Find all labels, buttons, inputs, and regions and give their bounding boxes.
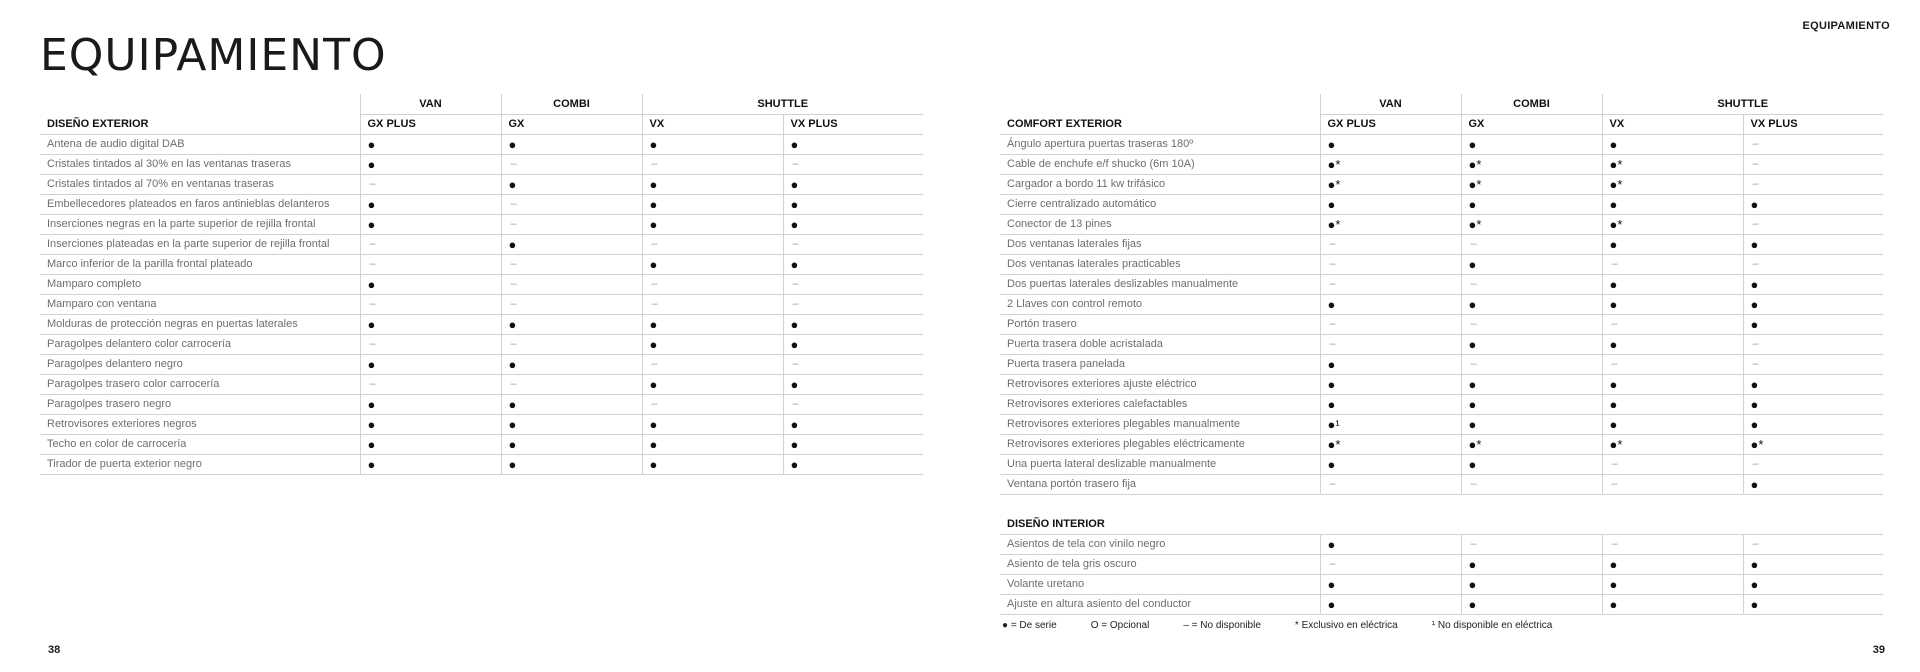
feature-label: Techo en color de carrocería: [40, 434, 360, 454]
feature-value: ●: [501, 354, 642, 374]
feature-label: Retrovisores exteriores negros: [40, 414, 360, 434]
feature-value: ●: [1320, 374, 1461, 394]
feature-value: –: [1461, 354, 1602, 374]
feature-value: ●: [1602, 574, 1743, 594]
feature-value: ●: [783, 434, 923, 454]
feature-value: –: [501, 214, 642, 234]
column-header-vx-plus: VX PLUS: [783, 114, 923, 134]
feature-value: –: [1320, 234, 1461, 254]
feature-value: –: [1743, 454, 1883, 474]
feature-value: ●: [642, 334, 783, 354]
feature-value: –: [1743, 354, 1883, 374]
feature-value: ●: [1602, 554, 1743, 574]
table-row: [40, 434, 923, 454]
feature-value: ●: [1743, 234, 1883, 254]
table-row: [40, 154, 923, 174]
table-row: [40, 354, 923, 374]
section-label: EQUIPAMIENTO: [1802, 20, 1890, 32]
feature-value: ●: [360, 414, 501, 434]
feature-label: Mamparo completo: [40, 274, 360, 294]
feature-value: ●: [1743, 274, 1883, 294]
feature-value: ●: [1602, 414, 1743, 434]
group-header-combi: COMBI: [1461, 94, 1602, 114]
feature-label: Portón trasero: [1000, 314, 1320, 334]
feature-label: Molduras de protección negras en puertas laterales: [40, 314, 360, 334]
feature-label: Paragolpes trasero negro: [40, 394, 360, 414]
group-header-shuttle: SHUTTLE: [1602, 94, 1883, 114]
feature-value: ●: [501, 394, 642, 414]
left-header-row: [40, 114, 923, 134]
feature-value: ●: [360, 454, 501, 474]
feature-value: ●: [783, 454, 923, 474]
table-row: [1000, 354, 1883, 374]
feature-value: –: [1461, 534, 1602, 554]
feature-value: ●: [1743, 394, 1883, 414]
feature-value: ●: [642, 454, 783, 474]
feature-value: –: [783, 394, 923, 414]
feature-value: ●: [1320, 394, 1461, 414]
column-header-gx-plus: GX PLUS: [360, 114, 501, 134]
feature-value: ●: [501, 234, 642, 254]
table-row: [40, 454, 923, 474]
feature-value: ●: [360, 394, 501, 414]
column-header-gx: GX: [1461, 114, 1602, 134]
feature-value: –: [1743, 214, 1883, 234]
feature-value: ●: [642, 414, 783, 434]
table-row: [40, 194, 923, 214]
feature-value: ●*: [1461, 434, 1602, 454]
feature-value: ●: [1461, 554, 1602, 574]
feature-value: ●: [1320, 194, 1461, 214]
feature-value: –: [501, 374, 642, 394]
feature-value: ●: [501, 454, 642, 474]
feature-value: ●: [1743, 294, 1883, 314]
group-header-combi: COMBI: [501, 94, 642, 114]
feature-label: Retrovisores exteriores calefactables: [1000, 394, 1320, 414]
sub-heading-empty: [1320, 514, 1461, 534]
table-row: [40, 314, 923, 334]
feature-label: Inserciones plateadas en la parte superior de rejilla frontal: [40, 234, 360, 254]
feature-value: ●: [642, 434, 783, 454]
feature-value: ●*: [1320, 154, 1461, 174]
feature-value: ●: [642, 214, 783, 234]
feature-value: ●: [783, 174, 923, 194]
feature-label: Cargador a bordo 11 kw trifásico: [1000, 174, 1320, 194]
spacer-row: [1000, 494, 1883, 514]
feature-value: ●*: [1602, 214, 1743, 234]
table-row: [40, 254, 923, 274]
feature-value: –: [783, 354, 923, 374]
feature-value: ●: [642, 194, 783, 214]
feature-value: –: [1743, 334, 1883, 354]
feature-value: –: [1602, 354, 1743, 374]
sub-heading-empty: [1743, 514, 1883, 534]
page-title: EQUIPAMIENTO: [40, 30, 387, 81]
feature-value: ●: [642, 254, 783, 274]
feature-label: Antena de audio digital DAB: [40, 134, 360, 154]
feature-value: ●: [1602, 134, 1743, 154]
table-row: [1000, 374, 1883, 394]
feature-value: –: [1320, 474, 1461, 494]
feature-label: Cristales tintados al 30% en las ventanas traseras: [40, 154, 360, 174]
feature-value: –: [1743, 254, 1883, 274]
column-header-vx: VX: [642, 114, 783, 134]
feature-value: ●: [1320, 454, 1461, 474]
feature-label: Embellecedores plateados en faros antinieblas delanteros: [40, 194, 360, 214]
feature-value: ●: [783, 214, 923, 234]
group-header-row: [40, 94, 923, 114]
feature-value: ●: [360, 354, 501, 374]
table-row: [1000, 334, 1883, 354]
table-row: [40, 234, 923, 254]
feature-value: –: [1743, 134, 1883, 154]
feature-value: –: [783, 274, 923, 294]
spacer-cell: [1000, 494, 1883, 514]
feature-value: –: [1461, 234, 1602, 254]
feature-value: ●: [1602, 374, 1743, 394]
feature-value: –: [1743, 174, 1883, 194]
section-heading: DISEÑO EXTERIOR: [40, 114, 360, 134]
feature-value: ●: [360, 154, 501, 174]
group-header-shuttle: SHUTTLE: [642, 94, 923, 114]
feature-value: ●*: [1743, 434, 1883, 454]
feature-value: ●: [1602, 334, 1743, 354]
feature-label: Cristales tintados al 70% en ventanas traseras: [40, 174, 360, 194]
feature-label: Retrovisores exteriores plegables manualmente: [1000, 414, 1320, 434]
sub-heading-empty: [1602, 514, 1743, 534]
feature-value: ●: [360, 314, 501, 334]
feature-value: ●*: [1461, 174, 1602, 194]
feature-value: –: [1602, 254, 1743, 274]
feature-value: ●: [1461, 334, 1602, 354]
feature-value: ●: [783, 134, 923, 154]
feature-value: –: [1320, 334, 1461, 354]
feature-value: ●: [1602, 294, 1743, 314]
feature-value: ●: [1461, 594, 1602, 614]
feature-value: ●: [1461, 134, 1602, 154]
feature-value: –: [642, 274, 783, 294]
feature-value: ●: [501, 434, 642, 454]
table-row: [1000, 134, 1883, 154]
table-row: [1000, 474, 1883, 494]
feature-value: ●*: [1320, 214, 1461, 234]
feature-label: Puerta trasera doble acristalada: [1000, 334, 1320, 354]
feature-value: ●: [1743, 474, 1883, 494]
table-row: [1000, 574, 1883, 594]
table-row: [40, 414, 923, 434]
feature-value: ●: [501, 134, 642, 154]
feature-value: –: [783, 154, 923, 174]
table-row: [1000, 154, 1883, 174]
feature-value: ●: [1461, 454, 1602, 474]
feature-value: ●: [1461, 394, 1602, 414]
feature-label: Retrovisores exteriores ajuste eléctrico: [1000, 374, 1320, 394]
group-header-van: VAN: [360, 94, 501, 114]
feature-value: ●: [1743, 374, 1883, 394]
feature-value: –: [360, 234, 501, 254]
feature-value: ●*: [1461, 154, 1602, 174]
table-row: [40, 334, 923, 354]
feature-value: ●: [642, 314, 783, 334]
legend-item: O = Opcional: [1090, 620, 1150, 631]
feature-value: ●: [783, 194, 923, 214]
feature-value: –: [1320, 554, 1461, 574]
table-row: [1000, 594, 1883, 614]
feature-value: –: [360, 374, 501, 394]
feature-value: ●: [783, 414, 923, 434]
feature-value: ●: [1602, 234, 1743, 254]
sub-section-heading: DISEÑO INTERIOR: [1000, 514, 1320, 534]
feature-value: ●: [1743, 554, 1883, 574]
feature-value: ●*: [1320, 434, 1461, 454]
feature-value: ●: [1602, 394, 1743, 414]
group-header-blank: [1000, 94, 1320, 114]
feature-value: –: [642, 354, 783, 374]
feature-value: ●*: [1461, 214, 1602, 234]
feature-value: ●¹: [1320, 414, 1461, 434]
feature-value: ●: [642, 174, 783, 194]
page-number-left: 38: [48, 644, 61, 656]
feature-value: ●: [1320, 354, 1461, 374]
feature-value: –: [1320, 254, 1461, 274]
table-row: [40, 174, 923, 194]
feature-value: ●: [1320, 294, 1461, 314]
feature-value: –: [1743, 154, 1883, 174]
feature-value: –: [1461, 274, 1602, 294]
table-row: [40, 374, 923, 394]
feature-value: –: [501, 274, 642, 294]
feature-label: Retrovisores exteriores plegables eléctricamente: [1000, 434, 1320, 454]
legend-item: ● = De serie: [1002, 620, 1057, 631]
feature-label: Conector de 13 pines: [1000, 214, 1320, 234]
feature-value: ●*: [1602, 434, 1743, 454]
group-header-van: VAN: [1320, 94, 1461, 114]
feature-value: –: [642, 394, 783, 414]
legend-item: ¹ No disponible en eléctrica: [1431, 620, 1553, 631]
table-row: [1000, 214, 1883, 234]
feature-value: ●*: [1320, 174, 1461, 194]
feature-label: Paragolpes delantero negro: [40, 354, 360, 374]
comfort-exterior-table: [1000, 94, 1883, 615]
feature-label: Cable de enchufe e/f shucko (6m 10A): [1000, 154, 1320, 174]
feature-value: –: [360, 174, 501, 194]
sub-heading-empty: [1461, 514, 1602, 534]
feature-label: Ajuste en altura asiento del conductor: [1000, 594, 1320, 614]
legend-item: * Exclusivo en eléctrica: [1294, 620, 1398, 631]
group-header-row: [1000, 94, 1883, 114]
feature-label: Mamparo con ventana: [40, 294, 360, 314]
feature-value: –: [501, 334, 642, 354]
feature-value: –: [1461, 314, 1602, 334]
feature-value: ●: [1320, 534, 1461, 554]
feature-value: ●: [1743, 314, 1883, 334]
feature-value: ●: [360, 134, 501, 154]
page-number-right: 39: [1872, 644, 1885, 656]
table-row: [40, 294, 923, 314]
feature-label: Marco inferior de la parilla frontal plateado: [40, 254, 360, 274]
feature-value: ●: [783, 374, 923, 394]
feature-value: ●: [360, 434, 501, 454]
feature-label: Una puerta lateral deslizable manualmente: [1000, 454, 1320, 474]
feature-label: Inserciones negras en la parte superior de rejilla frontal: [40, 214, 360, 234]
table-row: [1000, 314, 1883, 334]
feature-value: –: [1743, 534, 1883, 554]
feature-value: ●: [642, 374, 783, 394]
table-row: [1000, 274, 1883, 294]
table-row: [40, 134, 923, 154]
feature-value: –: [360, 254, 501, 274]
feature-value: –: [642, 154, 783, 174]
feature-label: Dos ventanas laterales fijas: [1000, 234, 1320, 254]
feature-value: –: [360, 334, 501, 354]
table-row: [1000, 174, 1883, 194]
legend-item: – = No disponible: [1183, 620, 1261, 631]
feature-value: –: [501, 154, 642, 174]
table-row: [1000, 294, 1883, 314]
feature-label: Ángulo apertura puertas traseras 180º: [1000, 134, 1320, 154]
feature-label: Dos ventanas laterales practicables: [1000, 254, 1320, 274]
table-row: [1000, 554, 1883, 574]
feature-value: –: [1602, 534, 1743, 554]
feature-value: ●: [1461, 574, 1602, 594]
column-header-gx: GX: [501, 114, 642, 134]
feature-label: Cierre centralizado automático: [1000, 194, 1320, 214]
feature-value: ●: [360, 214, 501, 234]
table-row: [1000, 394, 1883, 414]
feature-label: Ventana portón trasero fija: [1000, 474, 1320, 494]
feature-value: –: [783, 294, 923, 314]
feature-value: –: [1320, 274, 1461, 294]
feature-label: Puerta trasera panelada: [1000, 354, 1320, 374]
feature-value: ●: [783, 314, 923, 334]
feature-value: ●: [783, 334, 923, 354]
feature-label: Asientos de tela con vinilo negro: [1000, 534, 1320, 554]
feature-value: –: [1602, 454, 1743, 474]
feature-value: ●: [1320, 574, 1461, 594]
feature-label: Dos puertas laterales deslizables manualmente: [1000, 274, 1320, 294]
table-row: [40, 214, 923, 234]
table-row: [40, 394, 923, 414]
feature-value: ●: [1320, 594, 1461, 614]
feature-value: ●*: [1602, 174, 1743, 194]
feature-value: ●: [642, 134, 783, 154]
feature-value: ●: [1461, 254, 1602, 274]
right-header-row: [1000, 114, 1883, 134]
feature-value: ●: [1461, 374, 1602, 394]
feature-value: ●: [1602, 194, 1743, 214]
column-header-vx: VX: [1602, 114, 1743, 134]
feature-label: Paragolpes trasero color carrocería: [40, 374, 360, 394]
section-heading: COMFORT EXTERIOR: [1000, 114, 1320, 134]
feature-value: –: [642, 234, 783, 254]
feature-value: –: [1602, 314, 1743, 334]
feature-value: ●: [1461, 414, 1602, 434]
feature-value: ●: [1743, 574, 1883, 594]
feature-value: –: [1320, 314, 1461, 334]
feature-value: –: [501, 194, 642, 214]
feature-value: ●: [1320, 134, 1461, 154]
table-row: [1000, 434, 1883, 454]
column-header-gx-plus: GX PLUS: [1320, 114, 1461, 134]
feature-value: ●: [360, 274, 501, 294]
feature-label: Tirador de puerta exterior negro: [40, 454, 360, 474]
column-header-vx-plus: VX PLUS: [1743, 114, 1883, 134]
feature-label: Volante uretano: [1000, 574, 1320, 594]
feature-value: ●: [1743, 414, 1883, 434]
feature-value: –: [360, 294, 501, 314]
table-row: [1000, 454, 1883, 474]
legend: [1002, 620, 1586, 631]
feature-label: 2 Llaves con control remoto: [1000, 294, 1320, 314]
feature-value: ●: [1602, 594, 1743, 614]
feature-value: ●: [501, 314, 642, 334]
interior-header-row: [1000, 514, 1883, 534]
feature-value: –: [783, 234, 923, 254]
feature-value: ●: [1602, 274, 1743, 294]
feature-label: Asiento de tela gris oscuro: [1000, 554, 1320, 574]
feature-value: ●: [783, 254, 923, 274]
feature-value: ●: [501, 414, 642, 434]
feature-value: ●: [501, 174, 642, 194]
table-row: [1000, 254, 1883, 274]
feature-value: –: [642, 294, 783, 314]
table-row: [40, 274, 923, 294]
feature-value: –: [1461, 474, 1602, 494]
feature-value: ●: [1743, 194, 1883, 214]
feature-label: Paragolpes delantero color carrocería: [40, 334, 360, 354]
feature-value: ●: [1743, 594, 1883, 614]
feature-value: ●: [360, 194, 501, 214]
exterior-design-table: [40, 94, 923, 475]
feature-value: ●: [1461, 194, 1602, 214]
table-row: [1000, 234, 1883, 254]
feature-value: –: [501, 294, 642, 314]
group-header-blank: [40, 94, 360, 114]
feature-value: –: [1602, 474, 1743, 494]
feature-value: ●: [1461, 294, 1602, 314]
feature-value: ●*: [1602, 154, 1743, 174]
feature-value: –: [501, 254, 642, 274]
table-row: [1000, 534, 1883, 554]
table-row: [1000, 194, 1883, 214]
table-row: [1000, 414, 1883, 434]
